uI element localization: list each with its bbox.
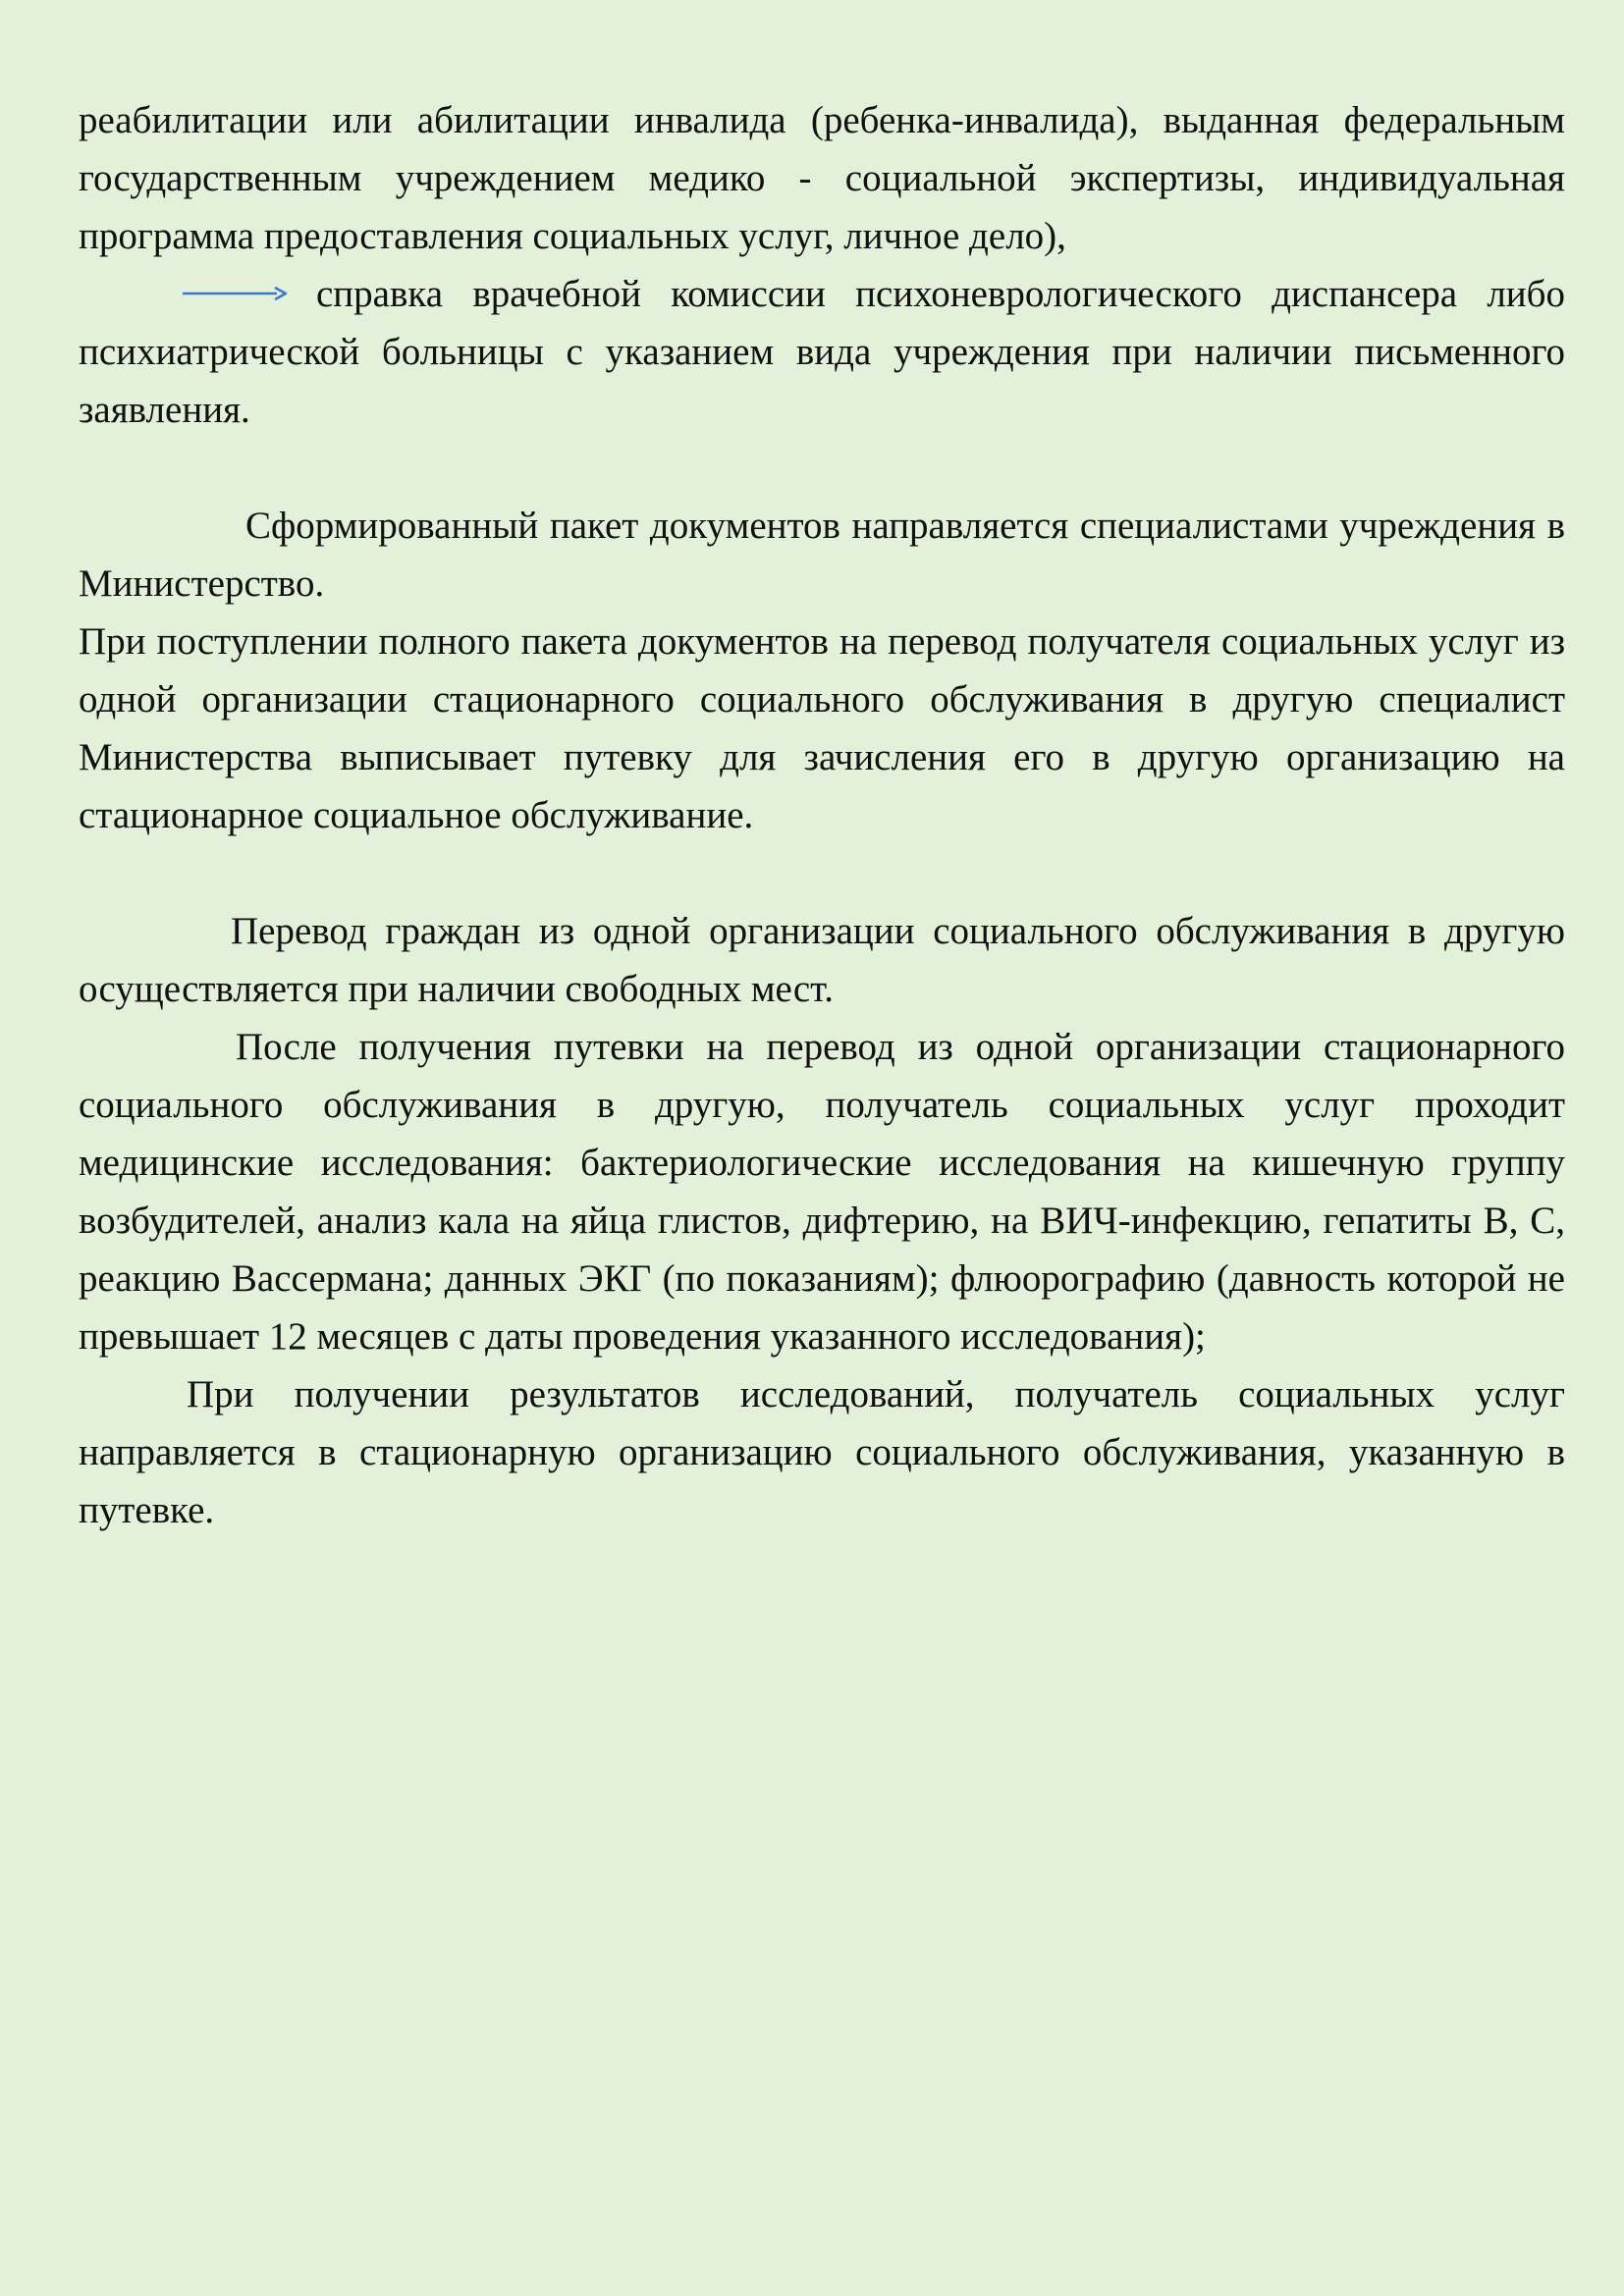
paragraph-medical-tests: После получения путевки на перевод из одной организации стационарного социального обслуживания в другую, получатель социальных услуг проходит медицинские исследования: бактериологические исследования на кишечную группу возбудителей, анализ кала на яйца глистов, дифтерию, на ВИЧ-инфекцию, гепатиты В, С, реакцию Вассермана; данных ЭКГ (по показаниям); флюорографию (давность которой не превышает 12 месяцев с даты проведения указанного исследования);	[79, 1026, 1565, 1358]
document-page	[79, 91, 1565, 1539]
paragraph-continuation: реабилитации или абилитации инвалида (ребенка-инвалида), выданная федеральным государственным учреждением медико - социальной экспертизы, индивидуальная программа предоставления социальных услуг, личное дело),	[79, 99, 1565, 257]
paragraph-referral: При получении результатов исследований, получатель социальных услуг направляется в стационарную организацию социального обслуживания, указанную в путевке.	[79, 1373, 1565, 1531]
certificate-text: справка врачебной комиссии психоневрологического диспансера либо психиатрической больницы с указанием вида учреждения при наличии письменного заявления.	[79, 273, 1565, 431]
paragraph-transfer-condition: Перевод граждан из одной организации социального обслуживания в другую осуществляется при наличии свободных мест.	[79, 910, 1565, 1010]
paragraph-full-package: При поступлении полного пакета документов на перевод получателя социальных услуг из одной организации стационарного социального обслуживания в другую специалист Министерства выписывает путевку для зачисления его в другую организацию на стационарное социальное обслуживание.	[79, 620, 1565, 836]
right-arrow-icon	[181, 279, 289, 308]
paragraph-package-sent: Сформированный пакет документов направляется специалистами учреждения в Министерство.	[79, 505, 1565, 605]
spacer	[79, 439, 1565, 497]
paragraph-certificate	[79, 265, 1565, 439]
spacer	[79, 844, 1565, 902]
